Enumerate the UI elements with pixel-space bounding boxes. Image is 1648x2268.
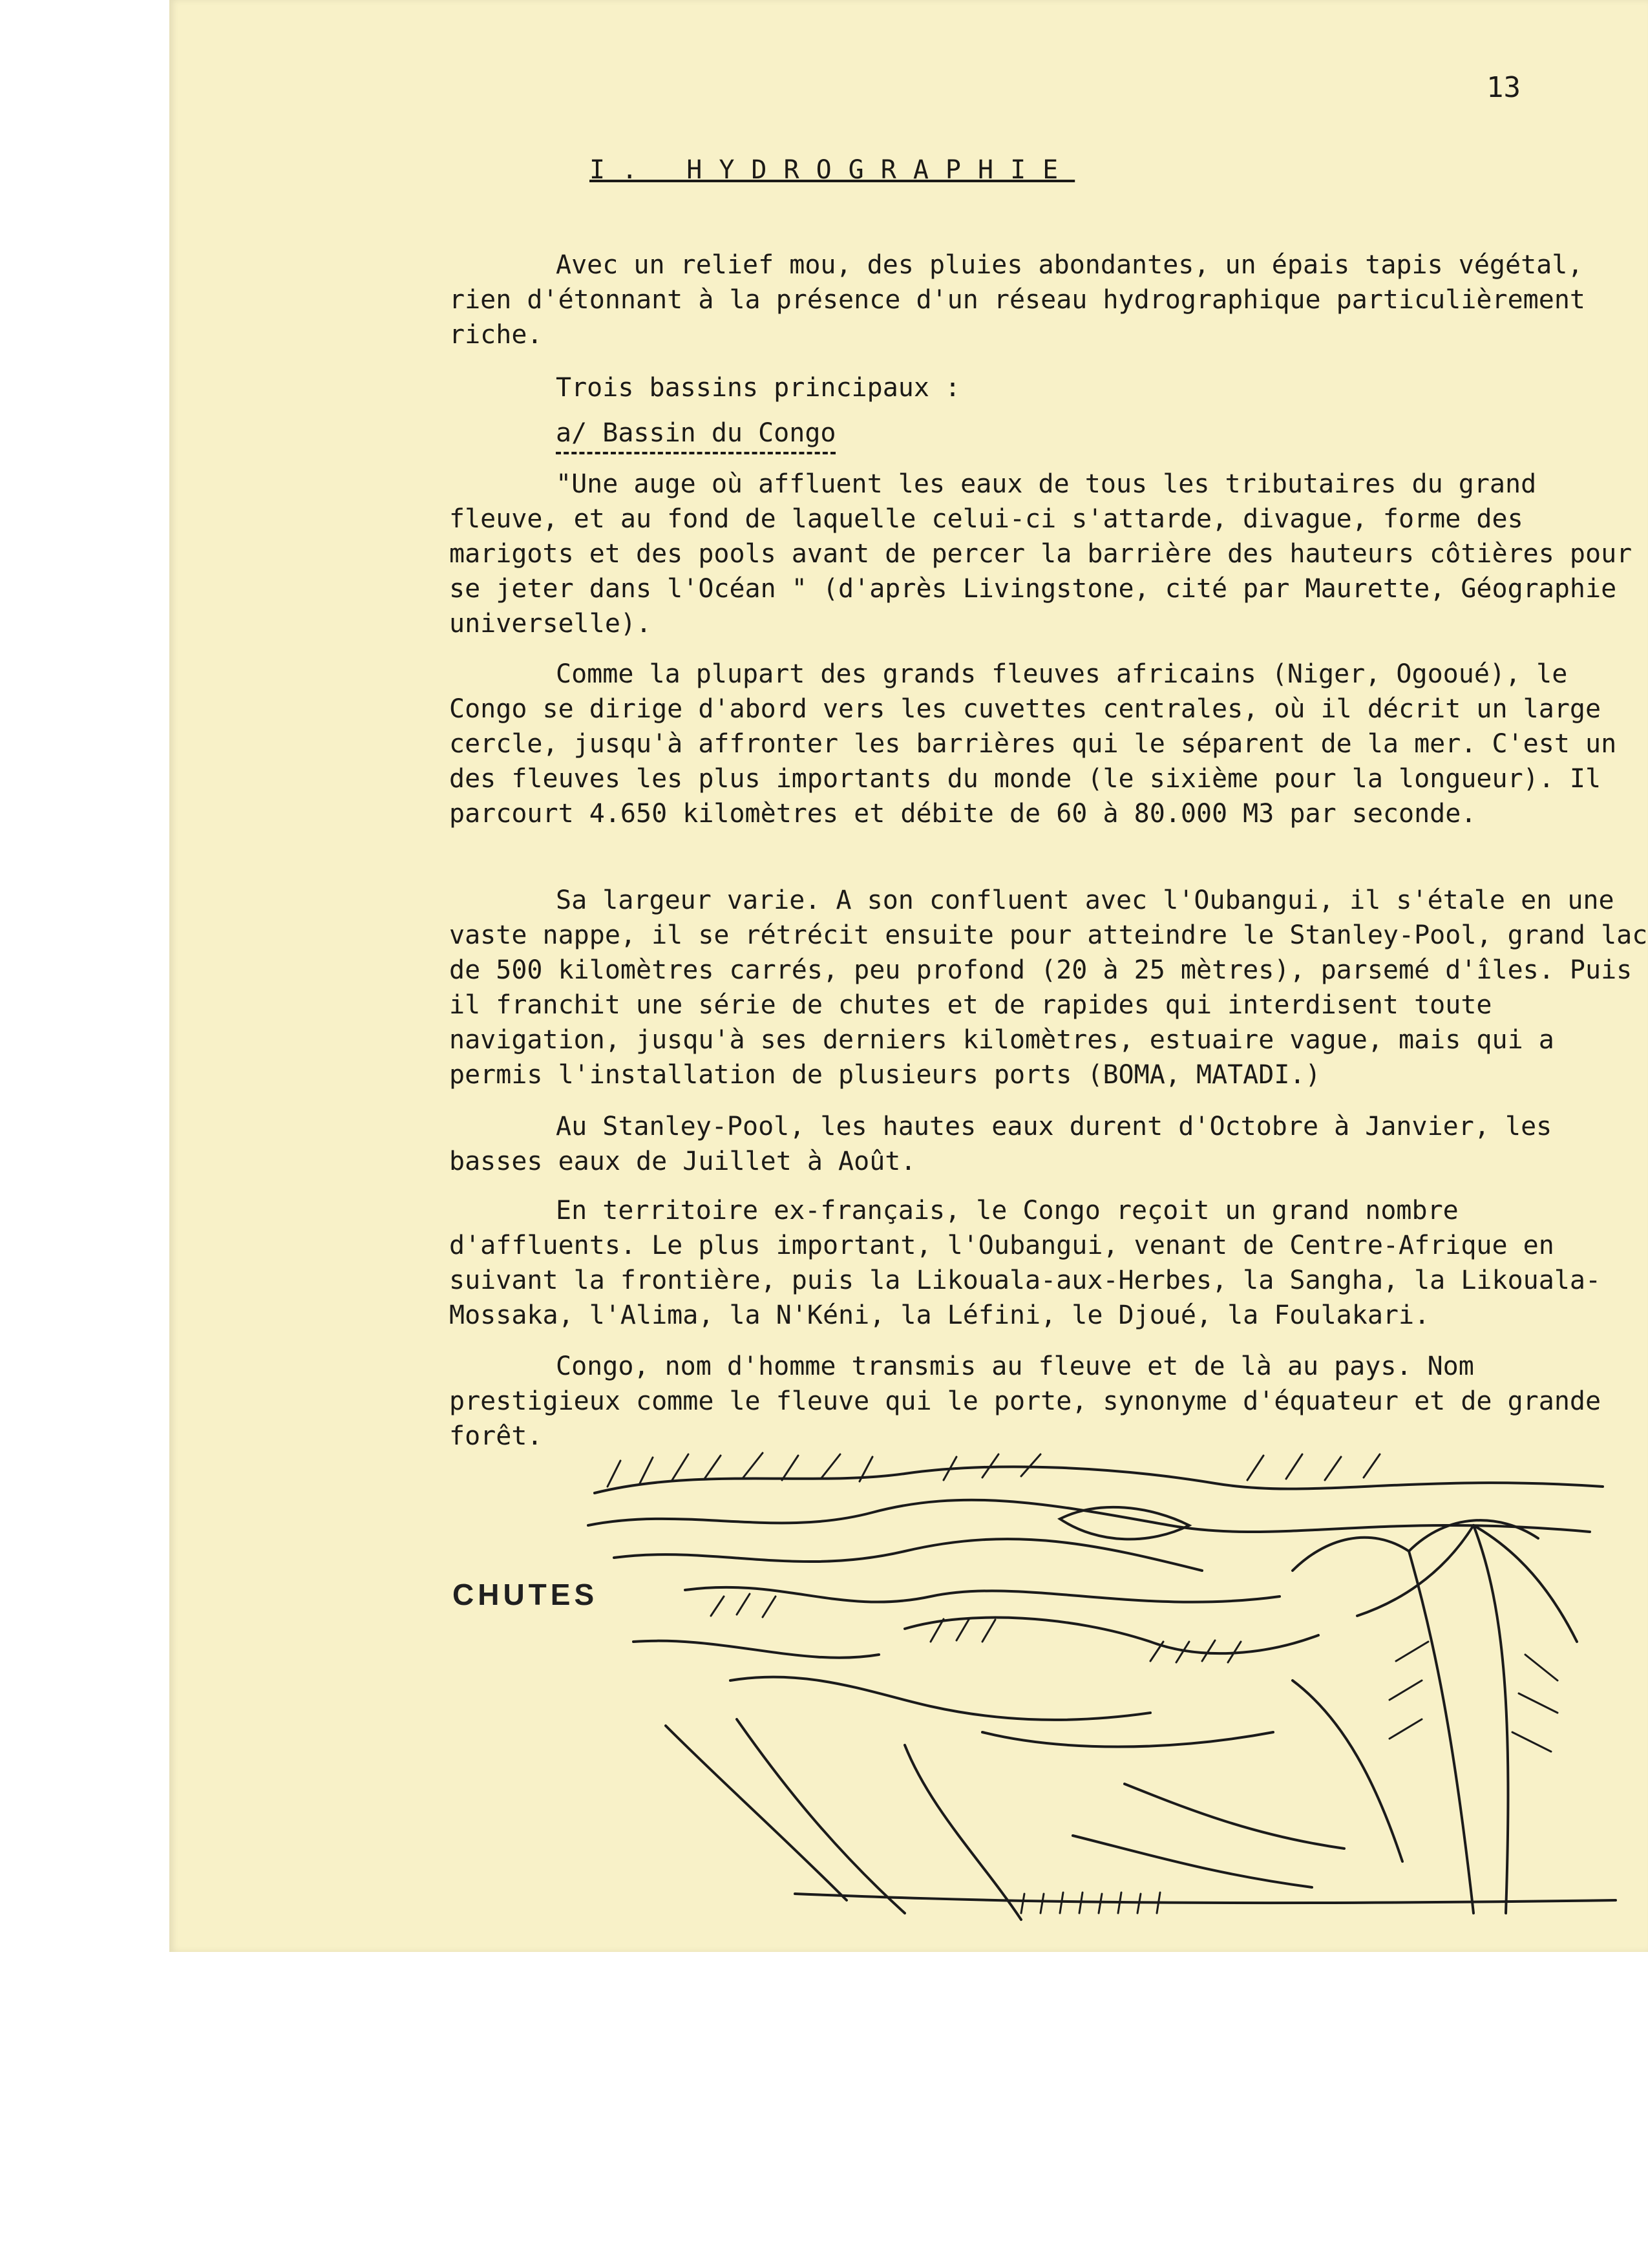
subheading-bassin-congo: a/ Bassin du Congo (556, 416, 836, 454)
section-title: I. HYDROGRAPHIE (589, 155, 1075, 185)
page-number: 13 (1486, 71, 1521, 104)
paragraph-basins: Trois bassins principaux : (556, 373, 961, 403)
paragraph-intro: Avec un relief mou, des pluies abondantes, un épais tapis végétal, rien d'étonnant à la présence d'un réseau hydrographique particulièrement riche. (449, 250, 1585, 350)
illustration-label: CHUTES (452, 1578, 598, 1611)
paragraph-name: Congo, nom d'homme transmis au fleuve et de là au pays. Nom prestigieux comme le fleuve qui le porte, synonyme d'équateur et de grande forêt. (449, 1351, 1601, 1451)
paragraph-quote: "Une auge où affluent les eaux de tous les tributaires du grand fleuve, et au fond de laquelle celui-ci s'attarde, divague, forme des marigots et des pools avant de percer la barrière des hauteurs côtières pour se jeter dans l'Océan " (d'après Livingstone, cité par Maurette, Géographie universelle). (449, 469, 1632, 639)
waterfall-illustration (569, 1448, 1635, 1933)
paragraph-course: Comme la plupart des grands fleuves africains (Niger, Ogooué), le Congo se dirige d'abord vers les cuvettes centrales, où il décrit un large cercle, jusqu'à affronter les barrières qui le séparent de la mer. C'est un des fleuves les plus importants du monde (le sixième pour la longueur). Il parcourt 4.650 kilomètres et débite de 60 à 80.000 M3 par seconde. (449, 659, 1617, 829)
paragraph-width: Sa largeur varie. A son confluent avec l'Oubangui, il s'étale en une vaste nappe, il se rétrécit ensuite pour atteindre le Stanley-Pool, grand lac de 500 kilomètres carrés, peu profond (20 à 25 mètres), parsemé d'îles. Puis il franchit une série de chutes et de rapides qui interdisent toute navigation, jusqu'à ses derniers kilomètres, estuaire vague, mais qui a permis l'installation de plusieurs ports (BOMA, MATADI.) (449, 885, 1648, 1090)
paragraph-tributaries: En territoire ex-français, le Congo reçoit un grand nombre d'affluents. Le plus important, l'Oubangui, venant de Centre-Afrique en suivant la frontière, puis la Likouala-aux-Herbes, la Sangha, la Likouala-Mossaka, l'Alima, la N'Kéni, la Léfini, le Djoué, la Foulakari. (449, 1196, 1601, 1330)
paragraph-seasons: Au Stanley-Pool, les hautes eaux durent d'Octobre à Janvier, les basses eaux de Juillet à Août. (449, 1112, 1552, 1176)
